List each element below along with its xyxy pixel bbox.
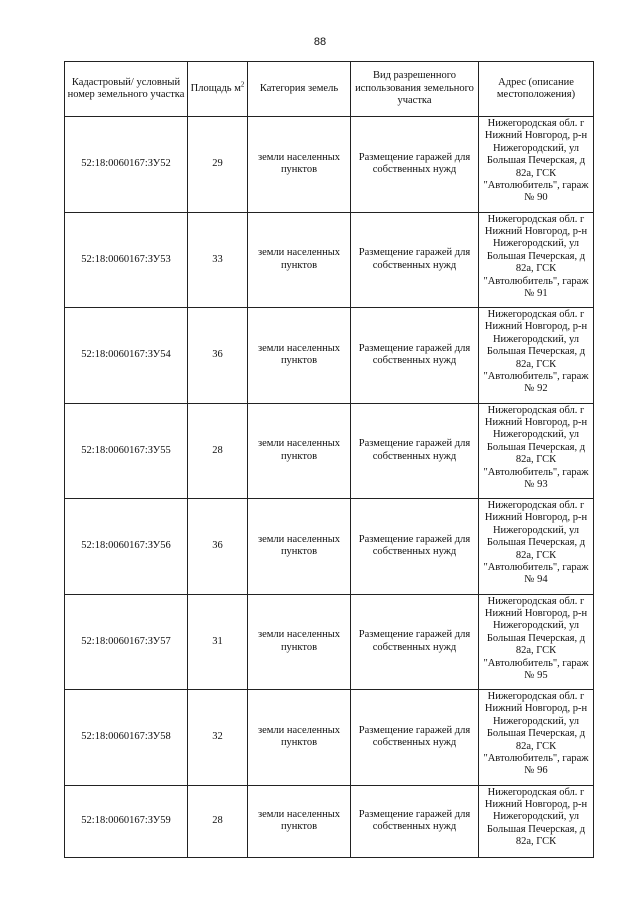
land-category-cell: земли населенных пунктов	[248, 212, 351, 308]
table-body	[65, 117, 594, 858]
cadastral-number-cell: 52:18:0060167:ЗУ54	[65, 308, 188, 404]
cadastral-number-cell: 52:18:0060167:ЗУ57	[65, 594, 188, 690]
table-row	[65, 785, 594, 858]
header-permitted-use: Вид разрешенного использования земельного участка	[351, 62, 479, 117]
cadastral-number-cell: 52:18:0060167:ЗУ56	[65, 499, 188, 595]
permitted-use-cell: Размещение гаражей для собственных нужд	[351, 594, 479, 690]
area-cell: 31	[188, 594, 248, 690]
address-cell: Нижегородская обл. г Нижний Новгород, р-н Нижегородский, ул Большая Печерская, д 82а, ГСК "Автолюбитель", гараж № 90	[479, 117, 594, 213]
header-cadastral-number: Кадастровый/ условный номер земельного участка	[65, 62, 188, 117]
table-row	[65, 212, 594, 308]
area-cell: 28	[188, 403, 248, 499]
table-row	[65, 117, 594, 213]
area-cell: 36	[188, 308, 248, 404]
land-category-cell: земли населенных пунктов	[248, 499, 351, 595]
table-row	[65, 690, 594, 786]
cadastral-number-cell: 52:18:0060167:ЗУ59	[65, 785, 188, 858]
address-cell: Нижегородская обл. г Нижний Новгород, р-н Нижегородский, ул Большая Печерская, д 82а, ГСК "Автолюбитель", гараж № 95	[479, 594, 594, 690]
area-cell: 28	[188, 785, 248, 858]
header-address: Адрес (описание местоположения)	[479, 62, 594, 117]
land-plots-table	[64, 61, 594, 858]
permitted-use-cell: Размещение гаражей для собственных нужд	[351, 212, 479, 308]
table-header-row	[65, 62, 594, 117]
table-row	[65, 308, 594, 404]
area-cell: 33	[188, 212, 248, 308]
permitted-use-cell: Размещение гаражей для собственных нужд	[351, 308, 479, 404]
address-cell: Нижегородская обл. г Нижний Новгород, р-н Нижегородский, ул Большая Печерская, д 82а, ГСК "Автолюбитель", гараж № 91	[479, 212, 594, 308]
address-cell: Нижегородская обл. г Нижний Новгород, р-н Нижегородский, ул Большая Печерская, д 82а, ГСК "Автолюбитель", гараж № 92	[479, 308, 594, 404]
address-cell: Нижегородская обл. г Нижний Новгород, р-н Нижегородский, ул Большая Печерская, д 82а, ГСК "Автолюбитель", гараж № 94	[479, 499, 594, 595]
header-area-label: Площадь м	[190, 82, 241, 94]
land-category-cell: земли населенных пунктов	[248, 308, 351, 404]
land-category-cell: земли населенных пунктов	[248, 117, 351, 213]
address-cell: Нижегородская обл. г Нижний Новгород, р-н Нижегородский, ул Большая Печерская, д 82а, ГСК "Автолюбитель", гараж № 96	[479, 690, 594, 786]
cadastral-number-cell: 52:18:0060167:ЗУ53	[65, 212, 188, 308]
table-row	[65, 403, 594, 499]
land-category-cell: земли населенных пунктов	[248, 690, 351, 786]
cadastral-number-cell: 52:18:0060167:ЗУ58	[65, 690, 188, 786]
header-land-category: Категория земель	[248, 62, 351, 117]
cadastral-number-cell: 52:18:0060167:ЗУ55	[65, 403, 188, 499]
address-cell: Нижегородская обл. г Нижний Новгород, р-н Нижегородский, ул Большая Печерская, д 82а, ГСК "Автолюбитель", гараж № 93	[479, 403, 594, 499]
permitted-use-cell: Размещение гаражей для собственных нужд	[351, 403, 479, 499]
permitted-use-cell: Размещение гаражей для собственных нужд	[351, 499, 479, 595]
table-row	[65, 594, 594, 690]
permitted-use-cell: Размещение гаражей для собственных нужд	[351, 785, 479, 858]
address-cell: Нижегородская обл. г Нижний Новгород, р-н Нижегородский, ул Большая Печерская, д 82а, ГСК	[479, 785, 594, 858]
cadastral-number-cell: 52:18:0060167:ЗУ52	[65, 117, 188, 213]
permitted-use-cell: Размещение гаражей для собственных нужд	[351, 117, 479, 213]
land-category-cell: земли населенных пунктов	[248, 403, 351, 499]
area-cell: 36	[188, 499, 248, 595]
permitted-use-cell: Размещение гаражей для собственных нужд	[351, 690, 479, 786]
table-row	[65, 499, 594, 595]
header-area-unit-sup: 2	[240, 80, 245, 89]
header-area	[188, 62, 248, 117]
page-number: 88	[313, 36, 327, 48]
land-category-cell: земли населенных пунктов	[248, 785, 351, 858]
area-cell: 32	[188, 690, 248, 786]
land-category-cell: земли населенных пунктов	[248, 594, 351, 690]
area-cell: 29	[188, 117, 248, 213]
